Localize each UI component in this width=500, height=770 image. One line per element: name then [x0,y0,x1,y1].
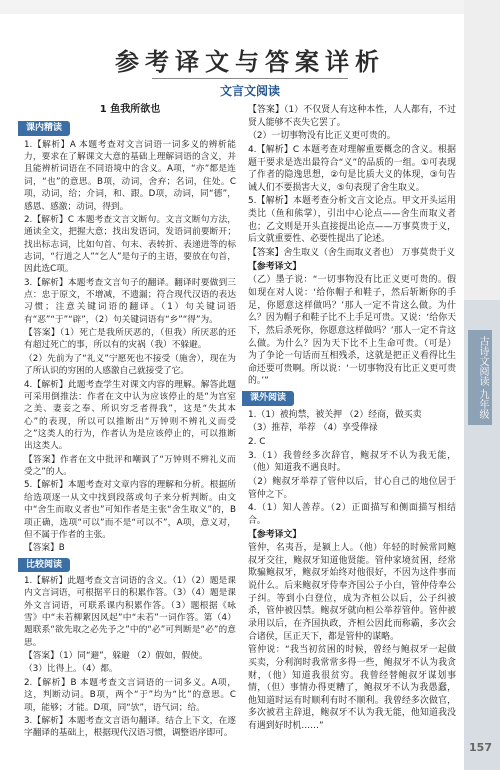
page-title: 参考译文与答案详析 [115,47,385,76]
answer-paragraph: （2）先前为了“礼义”宁愿死也不接受（施舍），现在为了所认识的穷困的人感激自己就接受了它。 [24,353,236,377]
page-subtitle: 文言文阅读 [219,84,280,98]
answer-paragraph: （2）一切事物没有比正义更可贵的。 [248,131,396,142]
right-column [248,104,456,734]
answer-paragraph: 【答案】（1）同“避”，躲避 （2）假如，假使。 [24,651,208,662]
answer-paragraph: 【答案】（1）死亡是我所厌恶的，（但我）所厌恶的还有超过死亡的事，所以有的灾祸（我）不躲避。 [24,328,236,351]
title-divider [152,78,348,79]
answer-paragraph: 2.【解析】B 本题考查文言词语的一词多义。A项，这，判断动词。B项，两个“于”均为“比”的意思。C项，能够；才能。D项，同“欤”，语气词；给。 [24,677,236,713]
answer-paragraph: 3.（1）我曾经多次辞官，鲍叔牙不认为我无能，（他）知道我不遇良时。 [248,450,456,474]
answer-paragraph: 【答案】舍生取义（舍生而取义者也） 万事莫贵于义 [248,248,455,259]
reference-translation-title: 【参考译文】 [248,261,302,272]
section-title: 1 鱼我所欲也 [99,104,161,115]
left-column [24,104,236,741]
answer-paragraph: （3）比得上。（4）都。 [24,664,118,675]
answer-paragraph: 【答案】作者在文中批评和嘲讽了“万钟则不辨礼义而受之”的人。 [24,454,236,478]
section-bar-comparison: 比较阅读 [18,558,70,572]
reference-translation: 管仲说：“我当初贫困的时候，曾经与鲍叔牙一起做买卖，分利润时我常常多得一些，鲍叔牙不认为我贪财，（他）知道我很贫穷。我曾经替鲍叔牙谋划事情，（但）事情办得更糟了，鲍叔牙不认为我愚蠢，他知道时运有时顺利有时不顺利。我曾经多次做官，多次被君主辞退，鲍叔牙不认为我无能，他知道我没有遇到好时机……” [248,645,456,732]
answer-paragraph: 2. C [248,437,266,448]
answer-paragraph: 1.（1）被拘禁，被关押 （2）经商，做买卖 [248,409,422,420]
answer-paragraph: 5.【解析】本题考查分析文言文论点。甲文开头运用类比（鱼和熊掌），引出中心论点——舍生而取义者也；乙文则是开头直接提出论点——万事莫贵于义，后文就重要性、必要性提出了论述。 [248,196,456,245]
answer-paragraph: 4.（1）知人善荐。（2）正面描写和侧面描写相结合。 [248,503,456,526]
section-bar-extracurricular: 课外阅读 [242,391,294,406]
answer-paragraph: 1.【解析】A 本题考查对文言词语一词多义的辨析能力，要求在了解课文大意的基础上理解词语的含义，并且能辨析词语在不同语境中的含义。A项，“亦”都是连词，“也”的意思。B项，动词，舍弃；名词，住处。C项，动词，给；介词，和、跟。D项，动词，同“德”，感恩、感激；动词，得到。 [24,139,236,212]
section-bar-in-class: 课内精读 [18,121,70,135]
answer-paragraph: 3.【解析】本题考查文言句子的翻译。翻译时要做到三点：忠于原文，不增减，不遗漏；符合现代汉语的表达习惯；注意关键词语的翻译。（1）句关键词语有“恶”“于”“辟”，（2）句关键词语有“乡”“得”为。 [24,277,236,325]
answer-paragraph: 【答案】B [24,543,65,554]
side-label: 古诗文阅读 九年级 [468,330,492,425]
answer-paragraph: 3.【解析】本题考查文言语句翻译。结合上下文，在逐字翻译的基础上，根据现代汉语习惯，调整语序即可。 [24,715,236,739]
answer-paragraph: 【答案】（1）不仅贤人有这种本性，人人都有，不过贤人能够不丧失它罢了。 [248,105,456,128]
page-number: 157 [469,741,492,754]
answer-paragraph: 2.【解析】C 本题考查文言文断句。文言文断句方法，通读全文，把握大意；找出发语词，发语词前要断开；找出标志词，比如句首、句末、表转折、表递进等的标志词，“行道之人”“乞人”是句子的主语，要放在句首，因此选C项。 [24,214,236,275]
reference-translation: （乙）墨子说：“一切事物没有比正义更可贵的。假如现在对人说：‘给你帽子和鞋子，然后斩断你的手足，你愿意这样做吗？’那人一定不肯这么做。为什么？因为帽子和鞋子比不上手足可贵。又说：‘给你天下，然后杀死你，你愿意这样做吗？’那人一定不肯这么做。为什么？因为天下比不上生命可贵。（可是）为了争论一句话而互相残杀，这就是把正义看得比生命还要可贵啊。所以说：‘一切事物没有比正义更可贵的。’” [248,275,456,387]
reference-translation-title: 【参考译文】 [248,529,302,540]
answer-paragraph: 1.【解析】此题考查文言词语的含义。（1）（2）题是课内文言词语，可根据平日的积累作答。（3）（4）题是课外文言词语，可联系课内积累作答。（3）题根据《咏雪》中“未若柳絮因风起”中“未若”一词作答。第（4）题联系“欲先取之必先予之”中的“必”可判断是“必”的意思。 [24,575,236,648]
answer-paragraph: （3）推荐，举荐 （4）享受俸禄 [248,423,378,434]
answer-paragraph: 5.【解析】本题考查对文章内容的理解和分析。根据所给选项逐一从文中找到段落或句子来分析判断。由文中“舍生而取义者也”可知作者是主张“舍生取义”的，B项正确，选项“可以”而不是“可以不”，A项，意义对，但不属于作者的主张。 [24,480,236,540]
reference-translation: 管仲，名夷吾，是颍上人。（他）年轻的时候常同鲍叔牙交往，鲍叔牙知道他贤能。管仲家境贫困，经常欺骗鲍叔牙，鲍叔牙始终对他很好，不因为这件事而说什么。后来鲍叔牙侍奉齐国公子小白，管仲侍奉公子纠。等到小白登位，成为齐桓公以后，公子纠被杀，管仲被囚禁。鲍叔牙就向桓公举荐管仲。管仲被录用以后，在齐国执政，齐桓公因此而称霸，多次会合诸侯，匡正天下，都是管仲的谋略。 [248,543,456,642]
answer-paragraph: 4.【解析】此题考查学生对课文内容的理解。解答此题可采用倒推法：作者在文中认为应该停止的是“为宫室之美、妻妾之奉、所识穷乏者得我”，这是“失其本心”的表现，所以可以推断出“万钟则不辨礼义而受之”这类人的行为，作者认为是应该停止的，可以推断出这类人。 [24,379,236,452]
answer-paragraph: 4.【解析】C 本题考查对理解重要概念的含义。根据题干要求是选出最符合“义”的品质的一组。①可表现了作者的隐逸思想，②句是比质大义的体现，③句告诫人们不要损害大义，⑤句表现了舍生取义。 [248,144,456,193]
answer-paragraph: （2）鲍叔牙举荐了管仲以后，甘心自己的地位居于管仲之下。 [248,476,456,500]
top-band [0,0,500,14]
